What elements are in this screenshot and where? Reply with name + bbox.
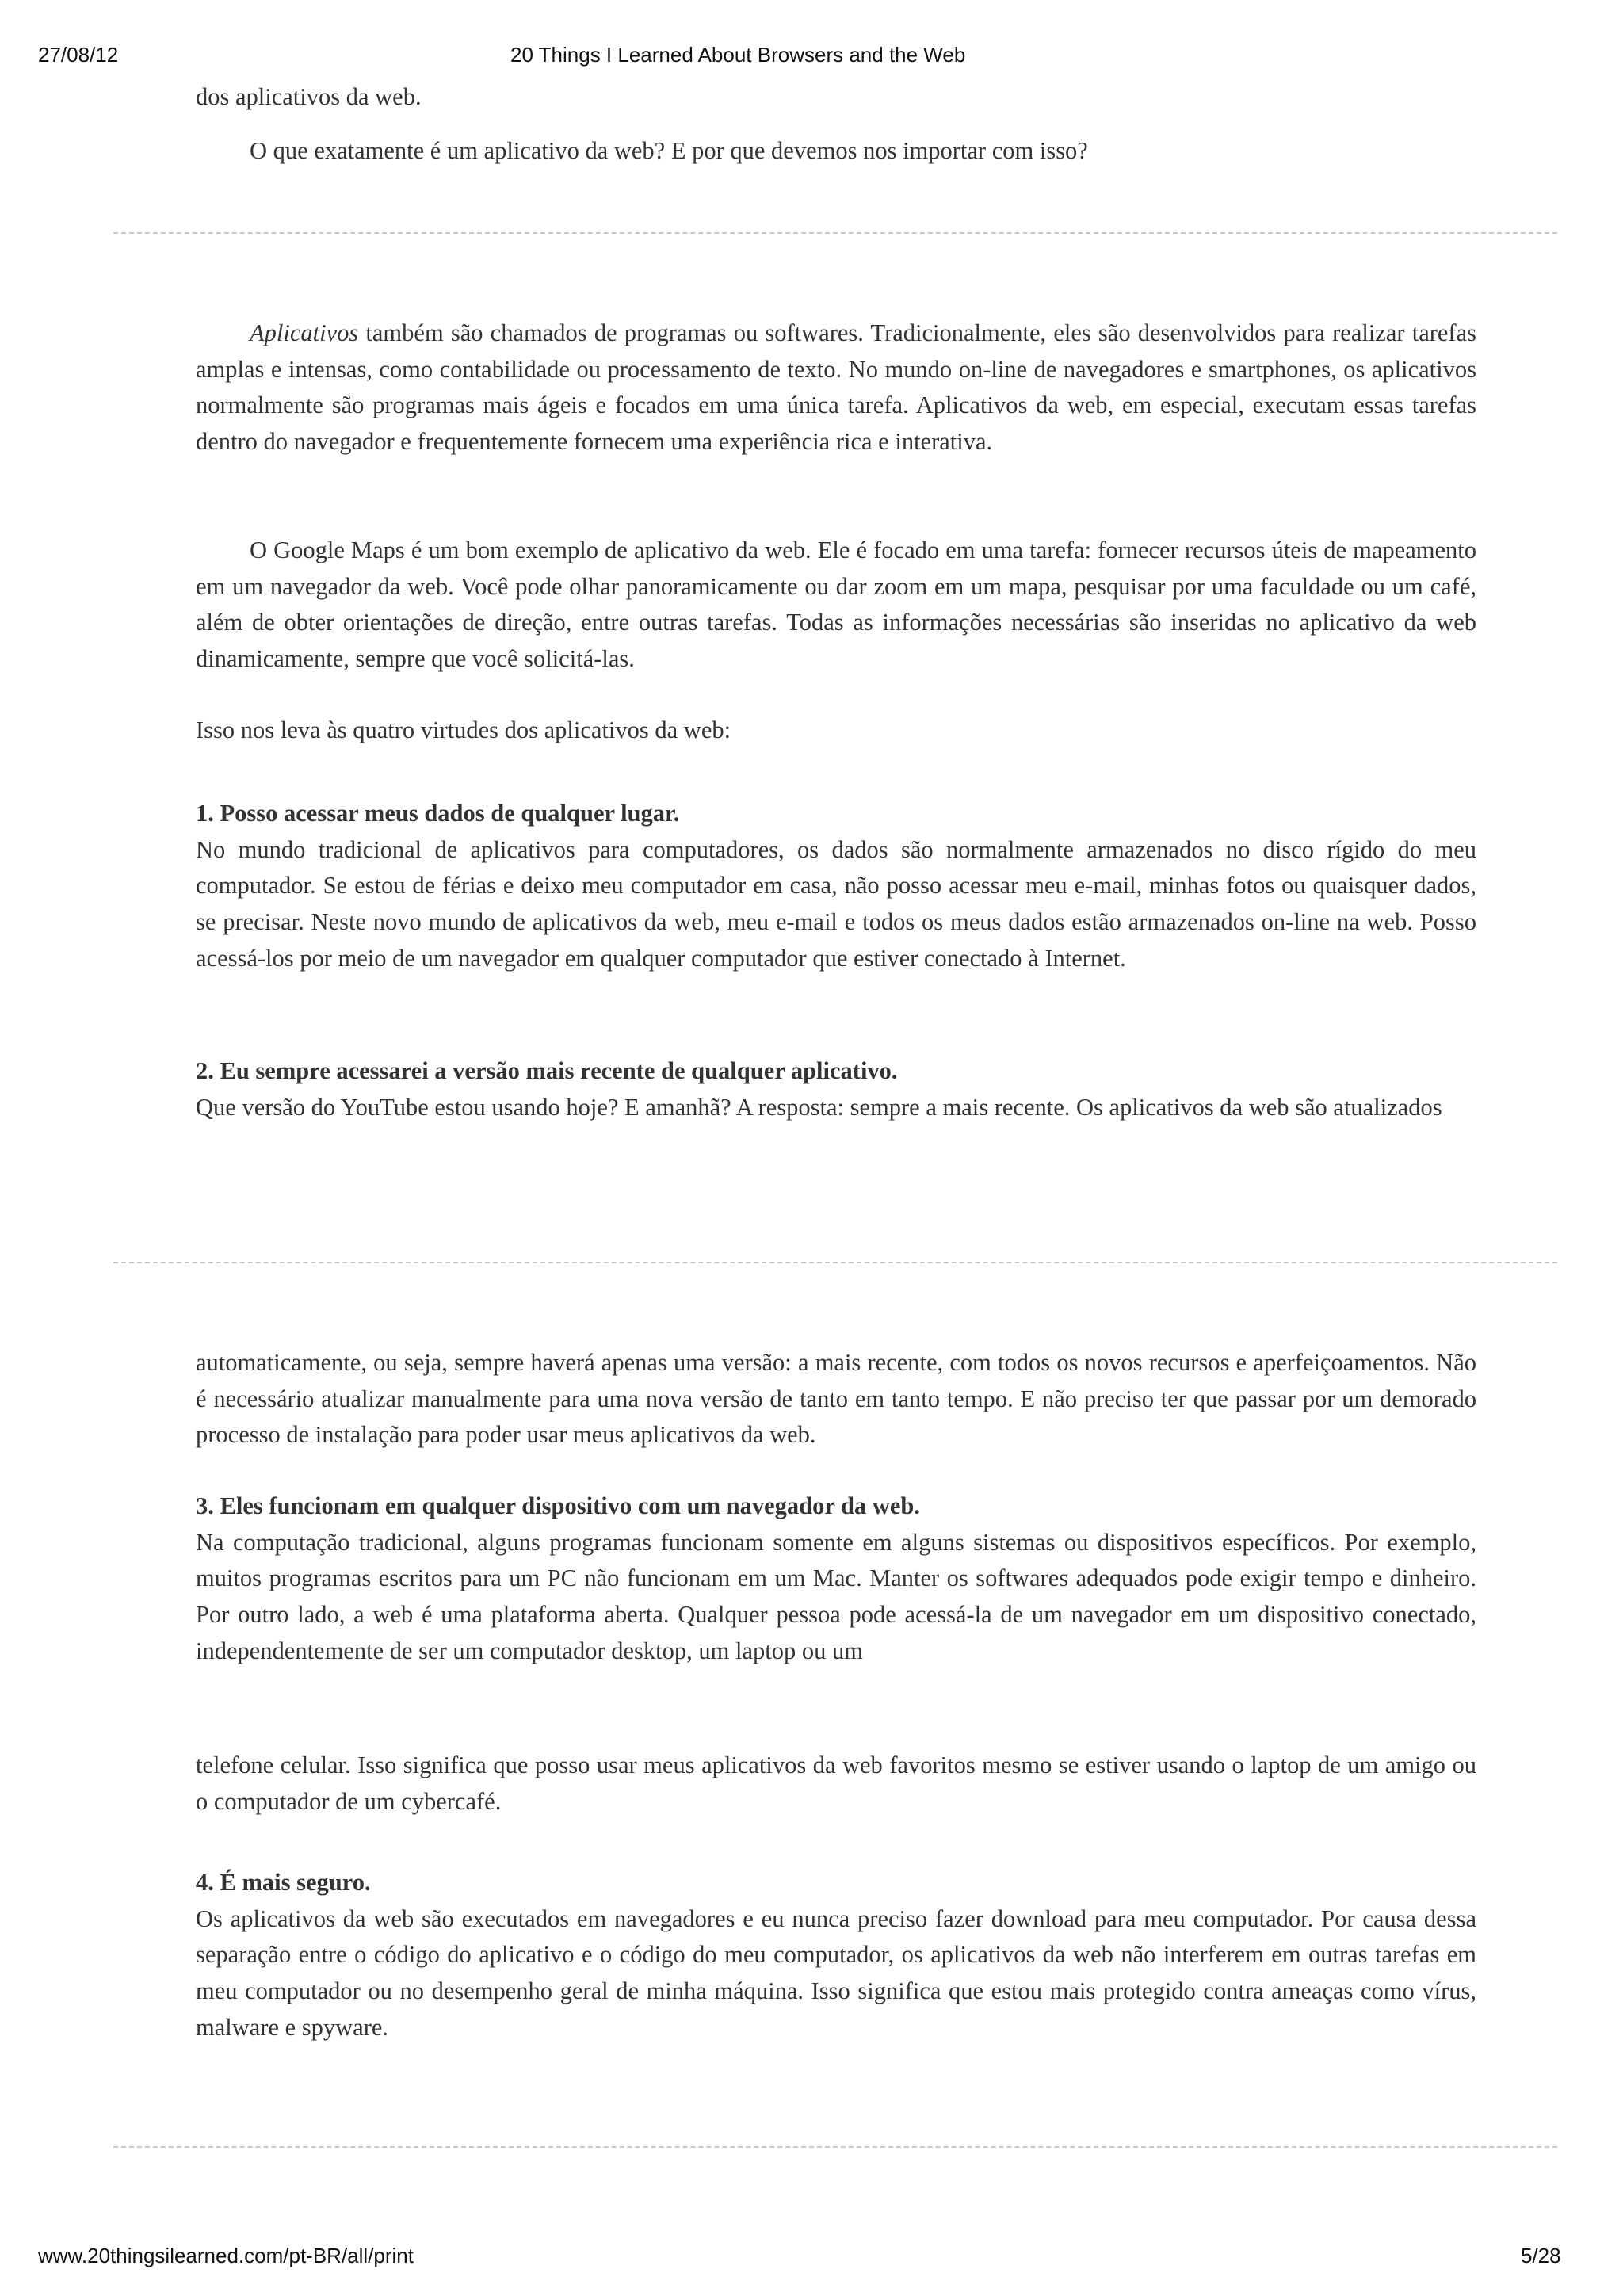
document-title: 20 Things I Learned About Browsers and the Web <box>510 43 966 67</box>
apps-paragraph-text: também são chamados de programas ou softwares. Tradicionalmente, eles são desenvolvidos para realizar tarefas amplas e intensas, como contabilidade ou processamento de texto. No mundo on-line de navegadores e smartphones, os aplicativos normalmente são programas mais ágeis e focados em uma única tarefa. Aplicativos da web, em especial, executam essas tarefas dentro do navegador e frequentemente fornecem uma experiência rica e interativa. <box>196 319 1476 456</box>
page-number: 5/28 <box>1521 2244 1561 2267</box>
intro-end-paragraph: dos aplicativos da web. <box>196 83 422 110</box>
virtue-1-text: No mundo tradicional de aplicativos para computadores, os dados são normalmente armazenados no disco rígido do meu computador. Se estou de férias e deixo meu computador em casa, não posso acessar meu e-mail, minhas fotos ou quaisquer dados, se precisar. Neste novo mundo de aplicativos da web, meu e-mail e todos os meus dados estão armazenados on-line na web. Posso acessá-los por meio de um navegador em qualquer computador que estiver conectado à Internet. <box>196 835 1476 972</box>
question-paragraph: O que exatamente é um aplicativo da web? E por que devemos nos importar com isso? <box>250 137 1088 164</box>
print-date: 27/08/12 <box>38 43 119 67</box>
virtue-3-text: Na computação tradicional, alguns programas funcionam somente em alguns sistemas ou dispositivos específicos. Por exemplo, muitos programas escritos para um PC não funcionam em um Mac. Manter os softwares adequados pode exigir tempo e dinheiro. Por outro lado, a web é uma plataforma aberta. Qualquer pessoa pode acessá-la de um navegador em um dispositivo conectado, independentemente de ser um computador desktop, um laptop ou um <box>196 1528 1476 1664</box>
virtue-4-heading: 4. É mais seguro. <box>196 1869 371 1896</box>
virtue-1-heading: 1. Posso acessar meus dados de qualquer lugar. <box>196 800 680 827</box>
virtue-4-text: Os aplicativos da web são executados em navegadores e eu nunca preciso fazer download para meu computador. Por causa dessa separação entre o código do aplicativo e o código do meu computador, os aplicativos da web não interferem em outras tarefas em meu computador ou no desempenho geral de minha máquina. Isso significa que estou mais protegido contra ameaças como vírus, malware e spyware. <box>196 1904 1476 2041</box>
maps-paragraph: O Google Maps é um bom exemplo de aplicativo da web. Ele é focado em uma tarefa: fornecer recursos úteis de mapeamento em um navegador da web. Você pode olhar panoramicamente ou dar zoom em um mapa, pesquisar por uma faculdade ou um café, além de obter orientações de direção, entre outras tarefas. Todas as informações necessárias são inseridas no aplicativo da web dinamicamente, sempre que você solicitá-las. <box>196 537 1476 673</box>
virtue-3 <box>196 1488 1476 1670</box>
apps-paragraph <box>196 315 1476 460</box>
virtues-intro: Isso nos leva às quatro virtudes dos aplicativos da web: <box>196 716 731 743</box>
virtue-3-heading: 3. Eles funcionam em qualquer dispositivo com um navegador da web. <box>196 1492 920 1519</box>
virtue-2-text: Que versão do YouTube estou usando hoje? E amanhã? A resposta: sempre a mais recente. Os aplicativos da web são atualizados <box>196 1093 1442 1121</box>
page-separator <box>113 2146 1557 2148</box>
virtue-2 <box>196 1053 1476 1125</box>
virtue-2-heading: 2. Eu sempre acessarei a versão mais recente de qualquer aplicativo. <box>196 1057 898 1084</box>
page-separator <box>113 232 1557 234</box>
virtue-3-continued: telefone celular. Isso significa que posso usar meus aplicativos da web favoritos mesmo se estiver usando o laptop de um amigo ou o computador de um cybercafé. <box>196 1752 1476 1815</box>
virtue-2-continued: automaticamente, ou seja, sempre haverá apenas uma versão: a mais recente, com todos os novos recursos e aperfeiçoamentos. Não é necessário atualizar manualmente para uma nova versão de tanto em tanto tempo. E não preciso ter que passar por um demorado processo de instalação para poder usar meus aplicativos da web. <box>196 1349 1476 1449</box>
page-url: www.20thingsilearned.com/pt-BR/all/print <box>38 2244 414 2267</box>
virtue-1 <box>196 796 1476 977</box>
apps-term: Aplicativos <box>250 319 359 346</box>
page-separator <box>113 1262 1557 1263</box>
virtue-4 <box>196 1865 1476 2046</box>
